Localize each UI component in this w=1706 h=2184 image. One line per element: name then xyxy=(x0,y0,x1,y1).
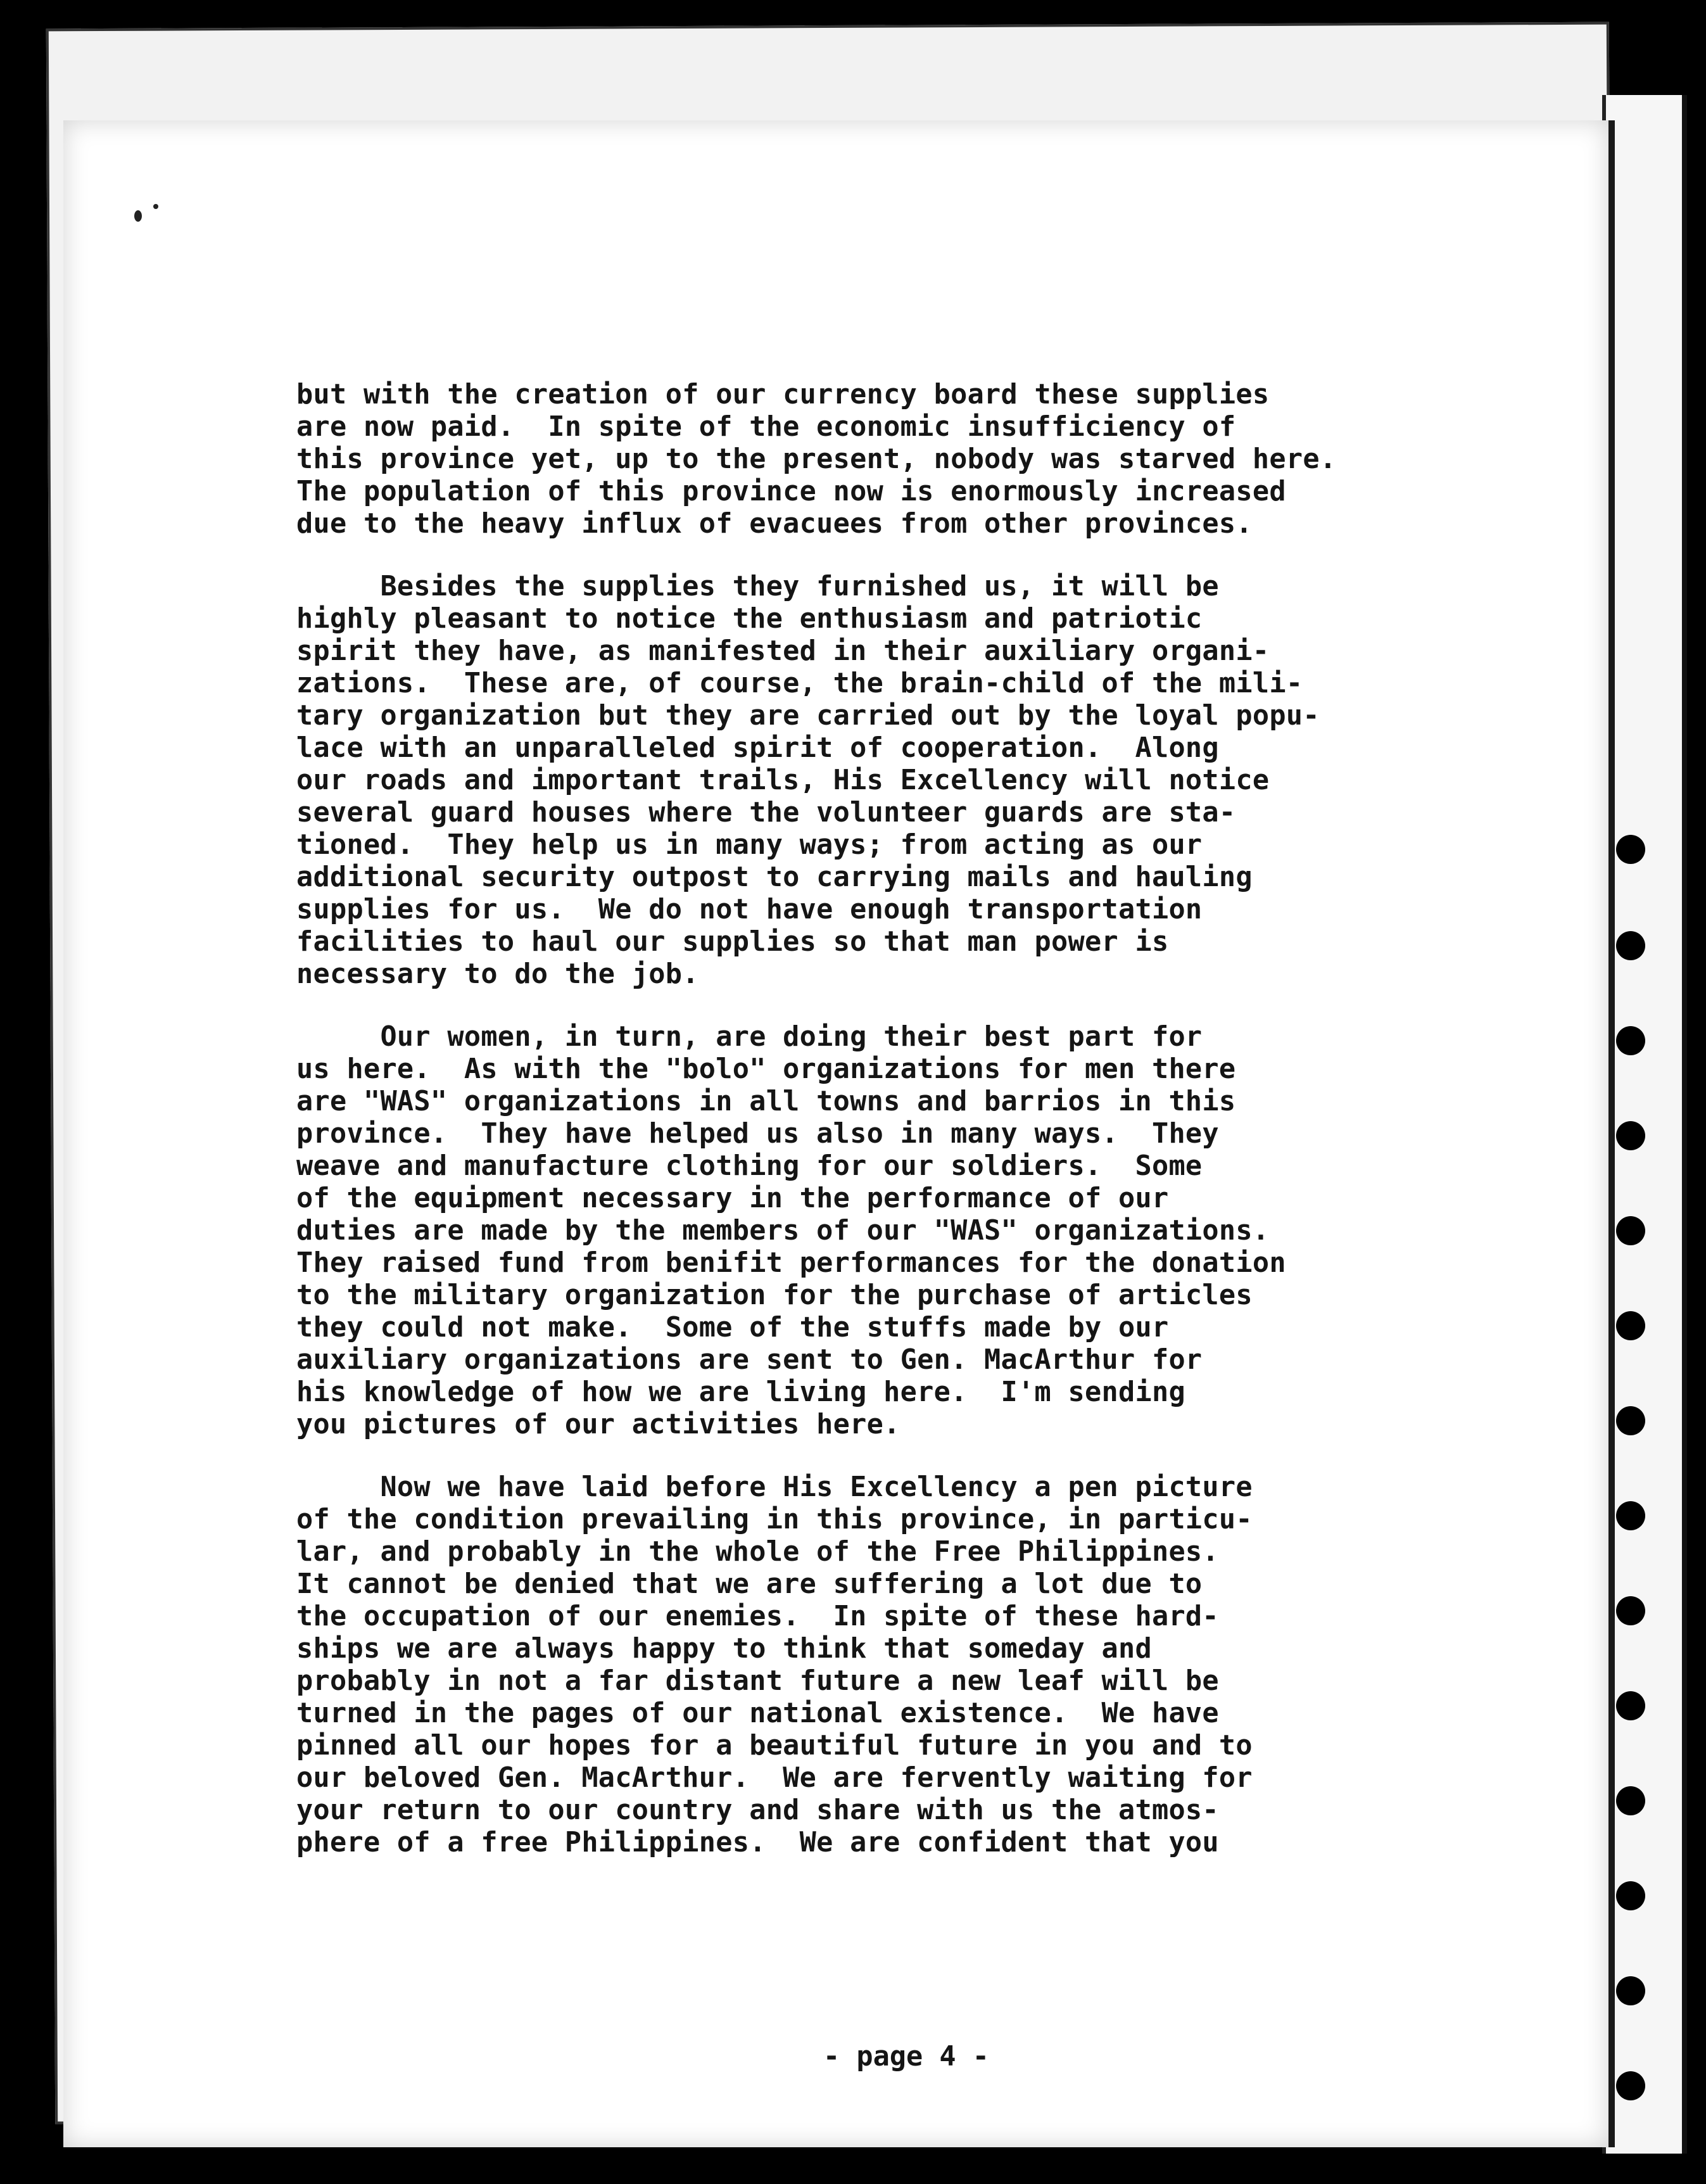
text-line: turned in the pages of our national existence. We have xyxy=(296,1698,1219,1729)
ink-smudge xyxy=(134,210,142,222)
text-line: phere of a free Philippines. We are confident that you xyxy=(296,1827,1219,1858)
punch-hole xyxy=(1616,835,1645,864)
page-number: - page 4 - xyxy=(823,2041,989,2073)
punch-hole xyxy=(1616,1216,1645,1245)
text-line: necessary to do the job. xyxy=(296,958,699,990)
text-line: us here. As with the "bolo" organizations for men there xyxy=(296,1053,1236,1085)
punch-hole xyxy=(1616,1121,1645,1150)
paragraph xyxy=(296,1471,1538,1859)
text-line: of the condition prevailing in this province, in particu- xyxy=(296,1504,1253,1535)
text-line: weave and manufacture clothing for our soldiers. Some xyxy=(296,1150,1203,1182)
text-line: Now we have laid before His Excellency a pen picture xyxy=(296,1471,1253,1503)
text-line: lar, and probably in the whole of the Free Philippines. xyxy=(296,1536,1219,1568)
punch-hole xyxy=(1616,1501,1645,1530)
text-line: lace with an unparalleled spirit of cooperation. Along xyxy=(296,732,1219,764)
paper-right-edge xyxy=(1602,95,1687,2154)
text-line: are now paid. In spite of the economic insufficiency of xyxy=(296,411,1236,443)
text-line: highly pleasant to notice the enthusiasm and patriotic xyxy=(296,603,1203,635)
punch-hole xyxy=(1616,931,1645,960)
text-line: they could not make. Some of the stuffs made by our xyxy=(296,1312,1169,1343)
punch-hole xyxy=(1616,1976,1645,2005)
text-line: your return to our country and share with us the atmos- xyxy=(296,1794,1219,1826)
text-line: of the equipment necessary in the performance of our xyxy=(296,1183,1169,1214)
letter-body xyxy=(296,379,1538,1889)
paragraph xyxy=(296,379,1538,540)
text-line: facilities to haul our supplies so that man power is xyxy=(296,926,1169,958)
ink-smudge xyxy=(153,204,158,209)
text-line: Our women, in turn, are doing their best part for xyxy=(296,1021,1203,1053)
text-line: due to the heavy influx of evacuees from other provinces. xyxy=(296,508,1253,540)
punch-hole xyxy=(1616,1786,1645,1815)
punch-hole xyxy=(1616,1406,1645,1435)
text-line: our roads and important trails, His Excellency will notice xyxy=(296,765,1270,796)
text-line: this province yet, up to the present, nobody was starved here. xyxy=(296,443,1337,475)
text-line: province. They have helped us also in many ways. They xyxy=(296,1118,1219,1150)
text-line: you pictures of our activities here. xyxy=(296,1409,900,1440)
text-line: to the military organization for the purchase of articles xyxy=(296,1279,1253,1311)
text-line: They raised fund from benifit performances for the donation xyxy=(296,1247,1286,1279)
text-line: the occupation of our enemies. In spite of these hard- xyxy=(296,1601,1219,1632)
text-line: Besides the supplies they furnished us, it will be xyxy=(296,571,1219,602)
punch-hole xyxy=(1616,1881,1645,1910)
punch-hole xyxy=(1616,1596,1645,1625)
text-line: zations. These are, of course, the brain-child of the mili- xyxy=(296,668,1303,699)
text-line: are "WAS" organizations in all towns and barrios in this xyxy=(296,1086,1236,1117)
text-line: The population of this province now is enormously increased xyxy=(296,476,1286,507)
text-line: tary organization but they are carried out by the loyal popu- xyxy=(296,700,1320,732)
text-line: auxiliary organizations are sent to Gen. MacArthur for xyxy=(296,1344,1203,1376)
paragraph xyxy=(296,1021,1538,1441)
text-line: additional security outpost to carrying mails and hauling xyxy=(296,861,1253,893)
text-line: our beloved Gen. MacArthur. We are fervently waiting for xyxy=(296,1762,1253,1794)
text-line: It cannot be denied that we are suffering a lot due to xyxy=(296,1568,1203,1600)
text-line: several guard houses where the volunteer guards are sta- xyxy=(296,797,1236,829)
text-line: supplies for us. We do not have enough transportation xyxy=(296,894,1203,925)
text-line: pinned all our hopes for a beautiful future in you and to xyxy=(296,1730,1253,1762)
punch-hole xyxy=(1616,1691,1645,1720)
punch-hole xyxy=(1616,1026,1645,1055)
text-line: probably in not a far distant future a new leaf will be xyxy=(296,1665,1219,1697)
text-line: spirit they have, as manifested in their auxiliary organi- xyxy=(296,635,1270,667)
paragraph xyxy=(296,571,1538,991)
punch-hole xyxy=(1616,1311,1645,1340)
punch-hole xyxy=(1616,2071,1645,2100)
text-line: ships we are always happy to think that someday and xyxy=(296,1633,1152,1665)
text-line: duties are made by the members of our "WAS" organizations. xyxy=(296,1215,1270,1247)
text-line: tioned. They help us in many ways; from acting as our xyxy=(296,829,1203,861)
text-line: but with the creation of our currency board these supplies xyxy=(296,379,1270,410)
text-line: his knowledge of how we are living here. I'm sending xyxy=(296,1376,1185,1408)
